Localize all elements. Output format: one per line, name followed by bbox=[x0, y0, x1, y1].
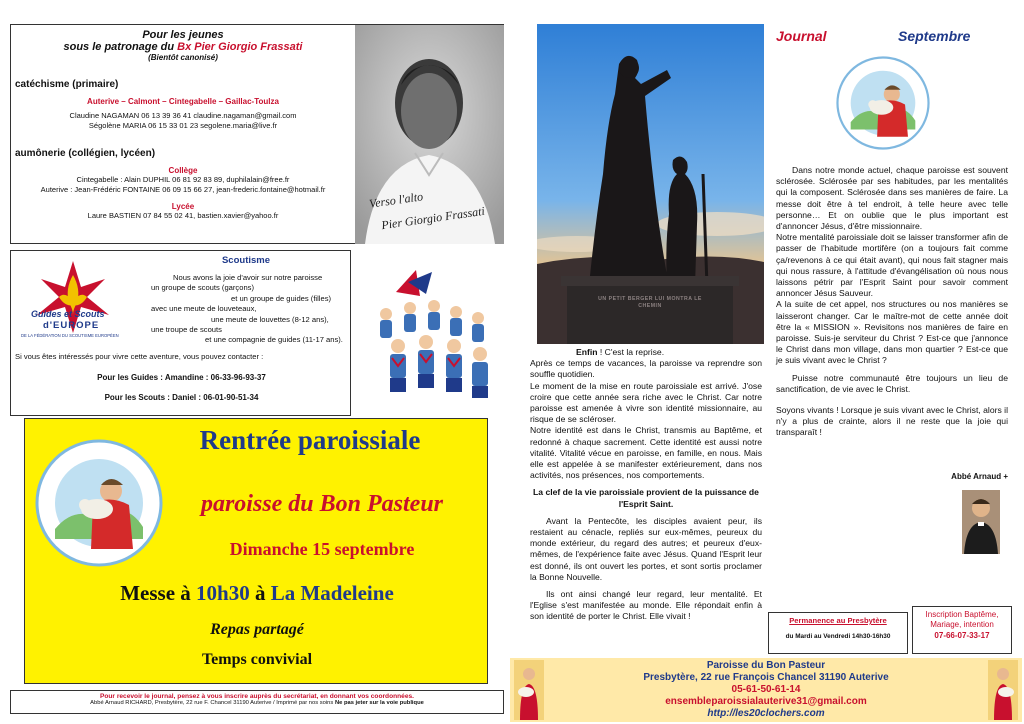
chaplaincy-block bbox=[11, 166, 355, 221]
article-left bbox=[530, 347, 762, 623]
scouts-heading: Scoutisme bbox=[221, 255, 271, 266]
permanence-box bbox=[768, 612, 908, 654]
youth-title-line1: Pour les jeunes bbox=[142, 29, 224, 41]
footer-left-line2 bbox=[11, 700, 503, 706]
scouts-line-1: Nous avons la joie d'avoir sur notre paroisse bbox=[173, 273, 323, 282]
catechism-heading: catéchisme (primaire) bbox=[15, 79, 119, 90]
article-left-p1b: Après ce temps de vacances, la paroisse va reprendre son souffle quotidien. bbox=[530, 358, 762, 380]
article-left-p2: Le moment de la mise en route paroissiale est arrivé. J'ose croire que cette année sera riche avec le Christ. Car notre paroisse est amenée à vivre son identité missionnaire, au risque de se scléroser. bbox=[530, 380, 762, 425]
chaplaincy-heading: aumônerie (collégien, lycéen) bbox=[15, 148, 156, 159]
footer-right-text bbox=[550, 660, 982, 720]
frassati-photo bbox=[355, 25, 504, 244]
permanence-hours: du Mardi au Vendredi 14h30-16h30 bbox=[785, 633, 891, 640]
mass-time: 10h30 bbox=[196, 581, 250, 605]
article-left-p1-rest: ! C'est la reprise. bbox=[597, 347, 665, 357]
article-left-p5: Ils ont ainsi changé leur regard, leur mentalité. Et l'Eglise s'est manifestée au monde. Elle répondait enfin à son identité de porter le Christ. Elle vivait ! bbox=[530, 589, 762, 622]
footer-phone: 05-61-50-61-14 bbox=[731, 684, 801, 695]
inscription-line2: Mariage, intention bbox=[930, 620, 994, 629]
scouts-line-5: une meute de louvettes (8-12 ans), bbox=[211, 314, 329, 324]
catechism-parishes: Auterive – Calmont – Cintegabelle – Gaillac-Toulza bbox=[87, 97, 279, 106]
article-right-p5: Soyons vivants ! Lorsque je suis vivant avec le Christ, alors il n'y a plus de crainte, alors il ne reste que la joie qui transparaît ! bbox=[776, 405, 1008, 438]
scouts-logo-line1: Guides et Scouts bbox=[31, 309, 105, 319]
frassati-signature-2: Pier Giorgio Frassati bbox=[380, 203, 486, 233]
scouts-box bbox=[10, 250, 351, 416]
shepherd-icon bbox=[514, 660, 544, 720]
youth-title bbox=[11, 29, 355, 62]
college-contact-1: Cintegabelle : Alain DUPHIL 06 81 92 83 89, duphilalain@free.fr bbox=[76, 175, 290, 184]
footer-right bbox=[510, 658, 1022, 722]
youth-title-prefix: sous le patronage du bbox=[63, 41, 178, 53]
rentree-box bbox=[24, 418, 488, 684]
article-left-p3: Notre identité est dans le Christ, transmis au Baptême, et redonné à chaque sacrement. Cette identité est aussi notre vitalité. Vitalité vécue en paroisse, en famille, en nous. Mais elle est appelée à se manifester extérieurement, dans nos activités, nos présences, nos comportements. bbox=[530, 425, 762, 481]
permanence-title: Permanence au Presbytère bbox=[789, 616, 887, 625]
catechism-contact-2: Ségolène MARIA 06 15 33 01 23 segolene.maria@live.fr bbox=[88, 120, 278, 130]
lycee-contact: Laure BASTIEN 07 84 55 02 41, bastien.xavier@yahoo.fr bbox=[87, 211, 279, 220]
parish-logo bbox=[35, 439, 163, 567]
article-right-p3: A la suite de cet appel, nos structures ou nos manières se laisseront changer. Car le maître-mot de cette année doit être la « MISSION ». Revisitons nos manières de faire en paroisse. Suis-je serviteur du Christ ? Est-ce que j'annonce le Christ dans mon village, dans mon quartier ? Est-ce que je suis vivant avec le Christ ? bbox=[776, 299, 1008, 366]
scouts-body bbox=[151, 273, 351, 346]
rentree-fellowship: Temps convivial bbox=[201, 651, 313, 668]
footer-saint-left bbox=[514, 660, 544, 720]
rentree-date: Dimanche 15 septembre bbox=[229, 539, 415, 559]
frassati-name: Bx Pier Giorgio Frassati bbox=[177, 41, 303, 53]
scouts-line-3: et un groupe de guides (filles) bbox=[231, 293, 332, 303]
footer-left-line2-text: Abbé Arnaud RICHARD, Presbytère, 22 rue F. Chancel 31190 Auterive / Imprimé par nos soins bbox=[90, 700, 334, 706]
priest-photo bbox=[962, 490, 1000, 554]
rentree-meal: Repas partagé bbox=[210, 621, 304, 638]
rentree-mass bbox=[25, 581, 489, 606]
footer-parish-name: Paroisse du Bon Pasteur bbox=[706, 660, 826, 671]
footer-left-line1: Pour recevoir le journal, pensez à vous inscrire auprès du secrétariat, en donnant vos coordonnées. bbox=[99, 693, 415, 700]
mass-mid: à bbox=[249, 581, 271, 605]
article-right-p1: Dans notre monde actuel, chaque paroisse est souvent sclérosée. Sclérosée par ses habitudes, par les mentalités qui la composent. Sclérosée dans ses manières de faire. La messe doit être à tel endroit, à telle heure avec telle personne… Et on oublie que le plus important est d'annoncer Jésus, d'être missionnaire. bbox=[776, 165, 1008, 232]
scouts-contact-intro: Si vous êtes intéressés pour vivre cette aventure, vous pouvez contacter : bbox=[15, 352, 264, 361]
journal-month: Septembre bbox=[898, 28, 971, 44]
college-contact-2: Auterive : Jean-Frédéric FONTAINE 06 09 15 66 27, jean-frederic.fontaine@hotmail.fr bbox=[40, 184, 326, 194]
footer-left-line2-bold: Ne pas jeter sur la voie publique bbox=[334, 700, 424, 706]
scouts-logo-line2: d'EUROPE bbox=[43, 320, 100, 331]
frassati-signature-1: Verso l'alto bbox=[368, 189, 424, 211]
mass-place: La Madeleine bbox=[270, 581, 394, 605]
article-right bbox=[776, 165, 1008, 439]
good-shepherd-icon bbox=[836, 56, 930, 150]
youth-title-note: (Bientôt canonisé) bbox=[148, 53, 218, 62]
parish-logo-right bbox=[836, 56, 930, 150]
inscription-box bbox=[912, 606, 1012, 654]
article-right-p2: Notre mentalité paroissiale doit se laisser transformer afin de passer de l'habitude mortifère (on a toujours fait comme ça/revenons à ce qui était avant), qui nous fait stagner mais qui nous rassure, à l'attitude d'évangélisation où nous nous laissons pétrir par l'Esprit Saint pour savoir comment annoncer Jésus Sauveur. bbox=[776, 232, 1008, 299]
inscription-phone: 07-66-07-33-17 bbox=[934, 631, 990, 640]
footer-address: Presbytère, 22 rue François Chancel 31190 Auterive bbox=[643, 672, 889, 683]
catechism-contact-1: Claudine NAGAMAN 06 13 39 36 41 claudine.nagaman@gmail.com bbox=[69, 111, 297, 120]
article-right-signature: Abbé Arnaud + bbox=[951, 472, 1008, 481]
fleur-de-lis-icon bbox=[15, 257, 131, 345]
article-right-p4: Puisse notre communauté être toujours un lieu de sanctification, de vie avec le Christ. bbox=[776, 372, 1008, 394]
college-label: Collège bbox=[168, 166, 198, 175]
article-left-p4: Avant la Pentecôte, les disciples avaient peur, ils restaient au cénacle, repliés sur eux-mêmes, peureux du monde extérieur, du regard des autres; et peureux d'eux-mêmes, de l'expérience faite avec Jésus. Quand l'Esprit leur est donné, ils ont ouvert les portes, et sont sortis proclamer la Bonne Nouvelle. bbox=[530, 515, 762, 582]
statue-photo bbox=[537, 24, 764, 344]
article-left-enfin: Enfin bbox=[576, 347, 598, 357]
inscription-line1: Inscription Baptême, bbox=[925, 610, 999, 619]
guides-contact: Pour les Guides : Amandine : 06-33-96-93-37 bbox=[97, 373, 266, 382]
footer-email[interactable]: ensembleparoissialauterive31@gmail.com bbox=[665, 696, 867, 707]
youth-title-line2 bbox=[11, 41, 355, 53]
scouts-illustration bbox=[356, 262, 506, 412]
scouts-line-2: un groupe de scouts (garçons) bbox=[151, 283, 254, 293]
youth-box bbox=[10, 24, 504, 244]
journal-label: Journal bbox=[776, 28, 827, 44]
rentree-parish: paroisse du Bon Pasteur bbox=[200, 491, 444, 517]
rentree-title: Rentrée paroissiale bbox=[199, 425, 421, 455]
scouts-line-7: et une compagnie de guides (11-17 ans). bbox=[205, 335, 343, 345]
lycee-label: Lycée bbox=[171, 202, 195, 211]
scouts-contact: Pour les Scouts : Daniel : 06-01-90-51-34 bbox=[104, 393, 259, 402]
shepherd-icon bbox=[988, 660, 1018, 720]
scouts-line-4: avec une meute de louveteaux, bbox=[151, 304, 257, 314]
statue-inscription: UN PETIT BERGER LUI MONTRA LE CHEMIN bbox=[598, 296, 702, 309]
scouts-logo bbox=[15, 257, 131, 345]
footer-saint-right bbox=[988, 660, 1018, 720]
scouts-logo-line3: DE LA FÉDÉRATION DU SCOUTISME EUROPÉEN bbox=[21, 333, 119, 338]
footer-website[interactable]: http://les20clochers.com bbox=[707, 708, 825, 719]
mass-prefix: Messe à bbox=[120, 581, 197, 605]
footer-left bbox=[10, 690, 504, 714]
good-shepherd-icon bbox=[35, 439, 163, 567]
article-left-subheading: La clef de la vie paroissiale provient de la puissance de l'Esprit Saint. bbox=[533, 487, 759, 509]
article-left-p1 bbox=[530, 347, 762, 358]
catechism-block bbox=[11, 97, 355, 130]
scouts-line-6: une troupe de scouts bbox=[151, 325, 222, 335]
